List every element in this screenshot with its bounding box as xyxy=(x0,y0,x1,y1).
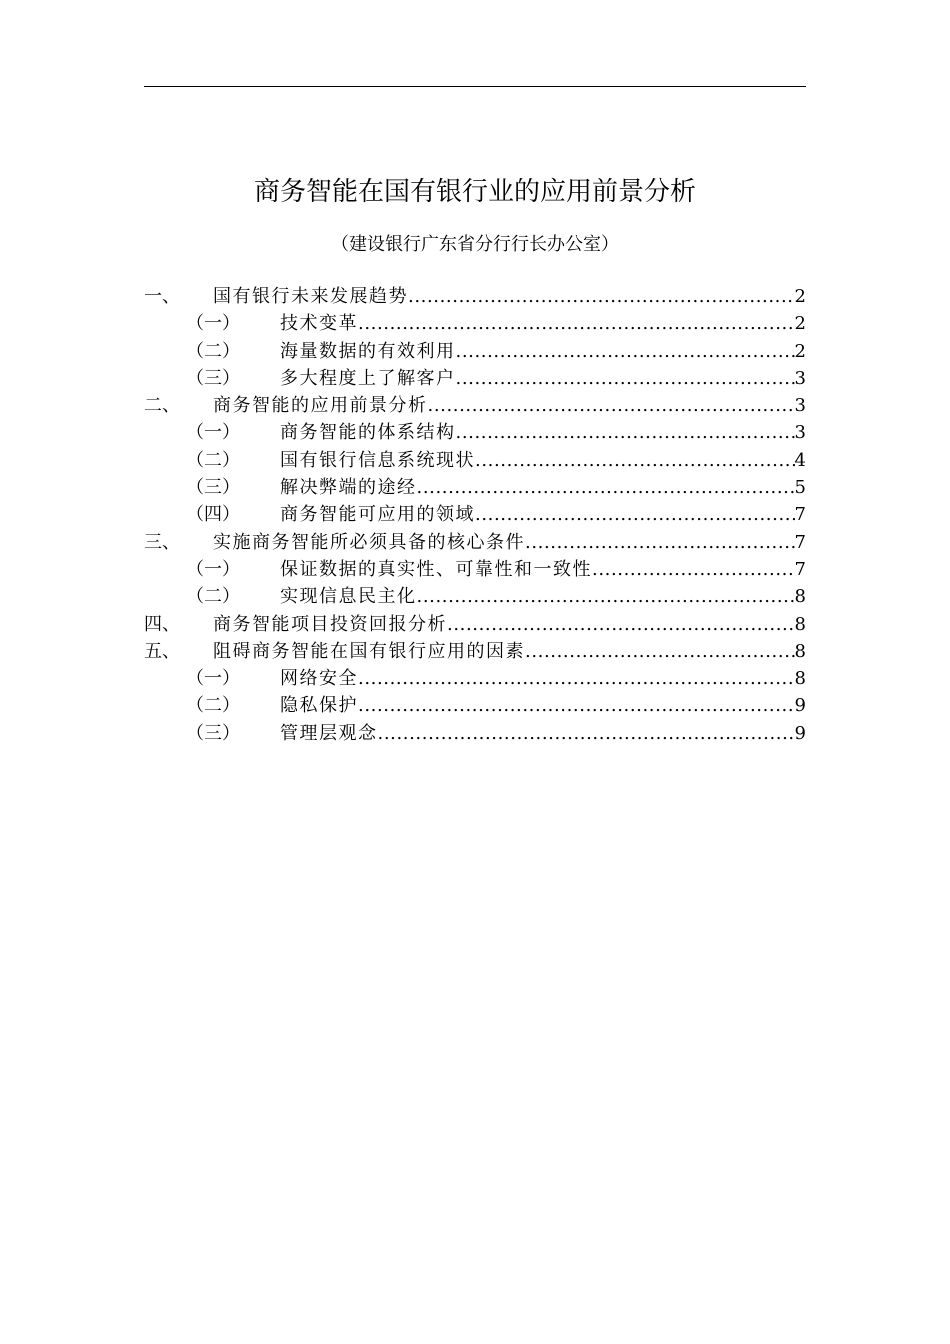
toc-entry-number: 五、 xyxy=(144,640,180,662)
toc-entry-title: 国有银行信息系统现状 xyxy=(280,449,475,471)
toc-entry-number: （一） xyxy=(186,558,240,580)
toc-entry-number: （三） xyxy=(186,367,240,389)
toc-entry-title: 商务智能的应用前景分析 xyxy=(213,395,428,417)
toc-entry-number: （四） xyxy=(186,504,240,526)
toc-entry-title: 商务智能项目投资回报分析 xyxy=(213,613,447,635)
toc-entry[interactable] xyxy=(144,501,806,528)
toc-entry[interactable] xyxy=(144,556,806,583)
toc-entry-page-number: 8 xyxy=(794,668,806,690)
toc-dot-leader xyxy=(592,556,795,583)
toc-entry[interactable] xyxy=(144,365,806,392)
toc-entry[interactable] xyxy=(144,583,806,610)
toc-dot-leader xyxy=(417,474,795,501)
toc-entry-page-number: 4 xyxy=(794,449,806,471)
toc-entry-title: 网络安全 xyxy=(280,668,358,690)
toc-dot-leader xyxy=(358,665,795,692)
table-of-contents xyxy=(144,283,806,747)
toc-dot-leader xyxy=(456,365,795,392)
toc-entry-page-number: 3 xyxy=(794,367,806,389)
toc-entry-page-number: 7 xyxy=(794,504,806,526)
toc-entry[interactable] xyxy=(144,529,806,556)
toc-entry-page-number: 2 xyxy=(794,313,806,335)
toc-dot-leader xyxy=(525,529,795,556)
toc-entry-page-number: 8 xyxy=(794,586,806,608)
toc-dot-leader xyxy=(475,447,795,474)
toc-entry[interactable] xyxy=(144,611,806,638)
toc-dot-leader xyxy=(428,392,795,419)
toc-entry-number: （一） xyxy=(186,668,240,690)
toc-entry[interactable] xyxy=(144,419,806,446)
toc-entry-title: 保证数据的真实性、可靠性和一致性 xyxy=(280,558,592,580)
toc-dot-leader xyxy=(378,720,795,747)
toc-entry-number: 二、 xyxy=(144,395,180,417)
toc-entry-title: 阻碍商务智能在国有银行应用的因素 xyxy=(213,640,525,662)
toc-entry[interactable] xyxy=(144,665,806,692)
toc-entry-page-number: 9 xyxy=(794,722,806,744)
toc-entry-number: （二） xyxy=(186,586,240,608)
toc-entry-number: （二） xyxy=(186,340,240,362)
toc-entry[interactable] xyxy=(144,310,806,337)
toc-entry-page-number: 8 xyxy=(794,613,806,635)
toc-dot-leader xyxy=(475,501,795,528)
toc-entry[interactable] xyxy=(144,692,806,719)
header-rule xyxy=(144,86,806,87)
toc-entry[interactable] xyxy=(144,474,806,501)
toc-entry-number: 一、 xyxy=(144,286,180,307)
toc-entry[interactable] xyxy=(144,447,806,474)
toc-entry-page-number: 2 xyxy=(794,286,806,307)
toc-dot-leader xyxy=(525,638,795,665)
toc-entry-number: （二） xyxy=(186,695,240,717)
toc-entry[interactable] xyxy=(144,720,806,747)
toc-entry-page-number: 8 xyxy=(794,640,806,662)
toc-entry-title: 技术变革 xyxy=(280,313,358,335)
toc-entry-page-number: 9 xyxy=(794,695,806,717)
toc-entry-number: （三） xyxy=(186,722,240,744)
toc-entry-title: 商务智能的体系结构 xyxy=(280,422,456,444)
toc-entry-page-number: 7 xyxy=(794,531,806,553)
toc-entry[interactable] xyxy=(144,638,806,665)
toc-entry-page-number: 7 xyxy=(794,558,806,580)
toc-entry-page-number: 2 xyxy=(794,340,806,362)
toc-entry-title: 多大程度上了解客户 xyxy=(280,367,456,389)
toc-entry[interactable] xyxy=(144,283,806,310)
toc-entry[interactable] xyxy=(144,392,806,419)
toc-dot-leader xyxy=(358,310,795,337)
toc-entry-title: 海量数据的有效利用 xyxy=(280,340,456,362)
toc-dot-leader xyxy=(417,583,795,610)
toc-entry-number: 四、 xyxy=(144,613,180,635)
toc-dot-leader xyxy=(456,419,795,446)
toc-entry-page-number: 3 xyxy=(794,422,806,444)
toc-entry-number: 三、 xyxy=(144,531,180,553)
toc-entry-number: （三） xyxy=(186,477,240,499)
toc-entry-title: 实施商务智能所必须具备的核心条件 xyxy=(213,531,525,553)
toc-entry-number: （一） xyxy=(186,422,240,444)
toc-entry-number: （二） xyxy=(186,449,240,471)
toc-entry-page-number: 3 xyxy=(794,395,806,417)
toc-dot-leader xyxy=(456,338,795,365)
toc-entry-title: 解决弊端的途经 xyxy=(280,477,417,499)
toc-entry-number: （一） xyxy=(186,313,240,335)
toc-entry-title: 隐私保护 xyxy=(280,695,358,717)
toc-dot-leader xyxy=(408,283,795,310)
toc-entry-title: 国有银行未来发展趋势 xyxy=(213,286,408,307)
toc-entry-title: 实现信息民主化 xyxy=(280,586,417,608)
document-subtitle: （建设银行广东省分行行长办公室） xyxy=(331,234,619,255)
document-title: 商务智能在国有银行业的应用前景分析 xyxy=(253,177,696,207)
toc-entry-title: 管理层观念 xyxy=(280,722,378,744)
toc-entry-page-number: 5 xyxy=(794,477,806,499)
toc-dot-leader xyxy=(358,692,795,719)
toc-entry[interactable] xyxy=(144,338,806,365)
toc-entry-title: 商务智能可应用的领域 xyxy=(280,504,475,526)
toc-dot-leader xyxy=(447,611,795,638)
